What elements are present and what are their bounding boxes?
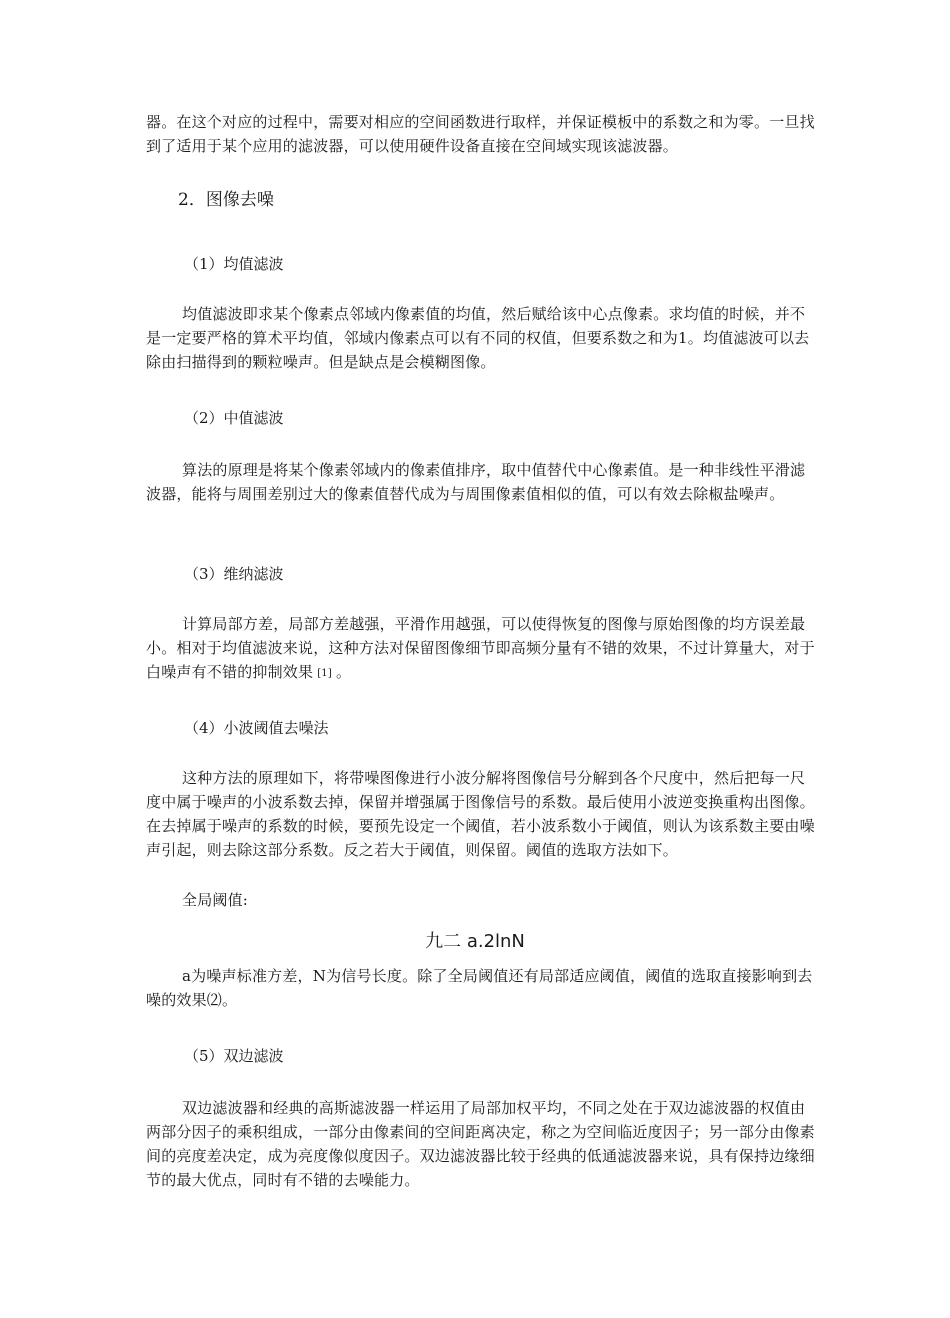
subheading-wiener-filter: （3）维纳滤波 [184, 565, 284, 583]
wiener-end: 。 [335, 663, 352, 681]
subheading-median-filter: （2）中值滤波 [184, 409, 284, 427]
citation-1: [1] [317, 668, 332, 679]
threshold-formula: 九二 a.2lnN [425, 931, 525, 952]
paragraph-after-formula: a为噪声标准方差，N为信号长度。除了全局阈值还有局部适应阈值，阈值的选取直接影响到去噪的效果⑵。 [146, 967, 813, 1009]
subheading-mean-filter: （1）均值滤波 [184, 255, 284, 273]
paragraph-median-filter: 算法的原理是将某个像素邻域内的像素值排序，取中值替代中心像素值。是一种非线性平滑滤波器，能将与周围差别过大的像素值替代成为与周围像素值相似的值，可以有效去除椒盐噪声。 [146, 461, 806, 503]
paragraph-wiener-filter [146, 612, 818, 686]
global-threshold-label: 全局阈值: [182, 891, 249, 909]
paragraph-wavelet: 这种方法的原理如下，将带噪图像进行小波分解将图像信号分解到各个尺度中，然后把每一尺度中属于噪声的小波系数去掉，保留并增强属于图像信号的系数。最后使用小波逆变换重构出图像。在去掉属于噪声的系数的时候，要预先设定一个阈值，若小波系数小于阈值，则认为该系数主要由噪声引起，则去除这部分系数。反之若大于阈值，则保留。阈值的选取方法如下。 [146, 769, 815, 859]
wiener-text: 计算局部方差，局部方差越强，平滑作用越强，可以使得恢复的图像与原始图像的均方误差最小。相对于均值滤波来说，这种方法对保留图像细节即高频分量有不错的效果，不过计算量大，对于白噪声有不错的抑制效果 [146, 615, 815, 681]
subheading-wavelet-threshold: （4）小波阈值去噪法 [184, 719, 329, 737]
paragraph-mean-filter: 均值滤波即求某个像素点邻域内像素值的均值，然后赋给该中心点像素。求均值的时候，并不是一定要严格的算术平均值，邻域内像素点可以有不同的权值，但要系数之和为1。均值滤波可以去除由扫描得到的颗粒噪声。但是缺点是会模糊图像。 [146, 305, 810, 371]
section-heading-denoise: 2．图像去噪 [178, 190, 274, 210]
paragraph-bilateral: 双边滤波器和经典的高斯滤波器一样运用了局部加权平均，不同之处在于双边滤波器的权值由两部分因子的乘积组成，一部分由像素间的空间距离决定，称之为空间临近度因子；另一部分由像素间的亮度差决定，成为亮度像似度因子。双边滤波器比较于经典的低通滤波器来说，具有保持边缘细节的最大优点，同时有不错的去噪能力。 [146, 1099, 815, 1189]
subheading-bilateral-filter: （5）双边滤波 [184, 1047, 284, 1065]
paragraph-intro: 器。在这个对应的过程中，需要对相应的空间函数进行取样，并保证模板中的系数之和为零。一旦找到了适用于某个应用的滤波器，可以使用硬件设备直接在空间域实现该滤波器。 [146, 113, 815, 155]
